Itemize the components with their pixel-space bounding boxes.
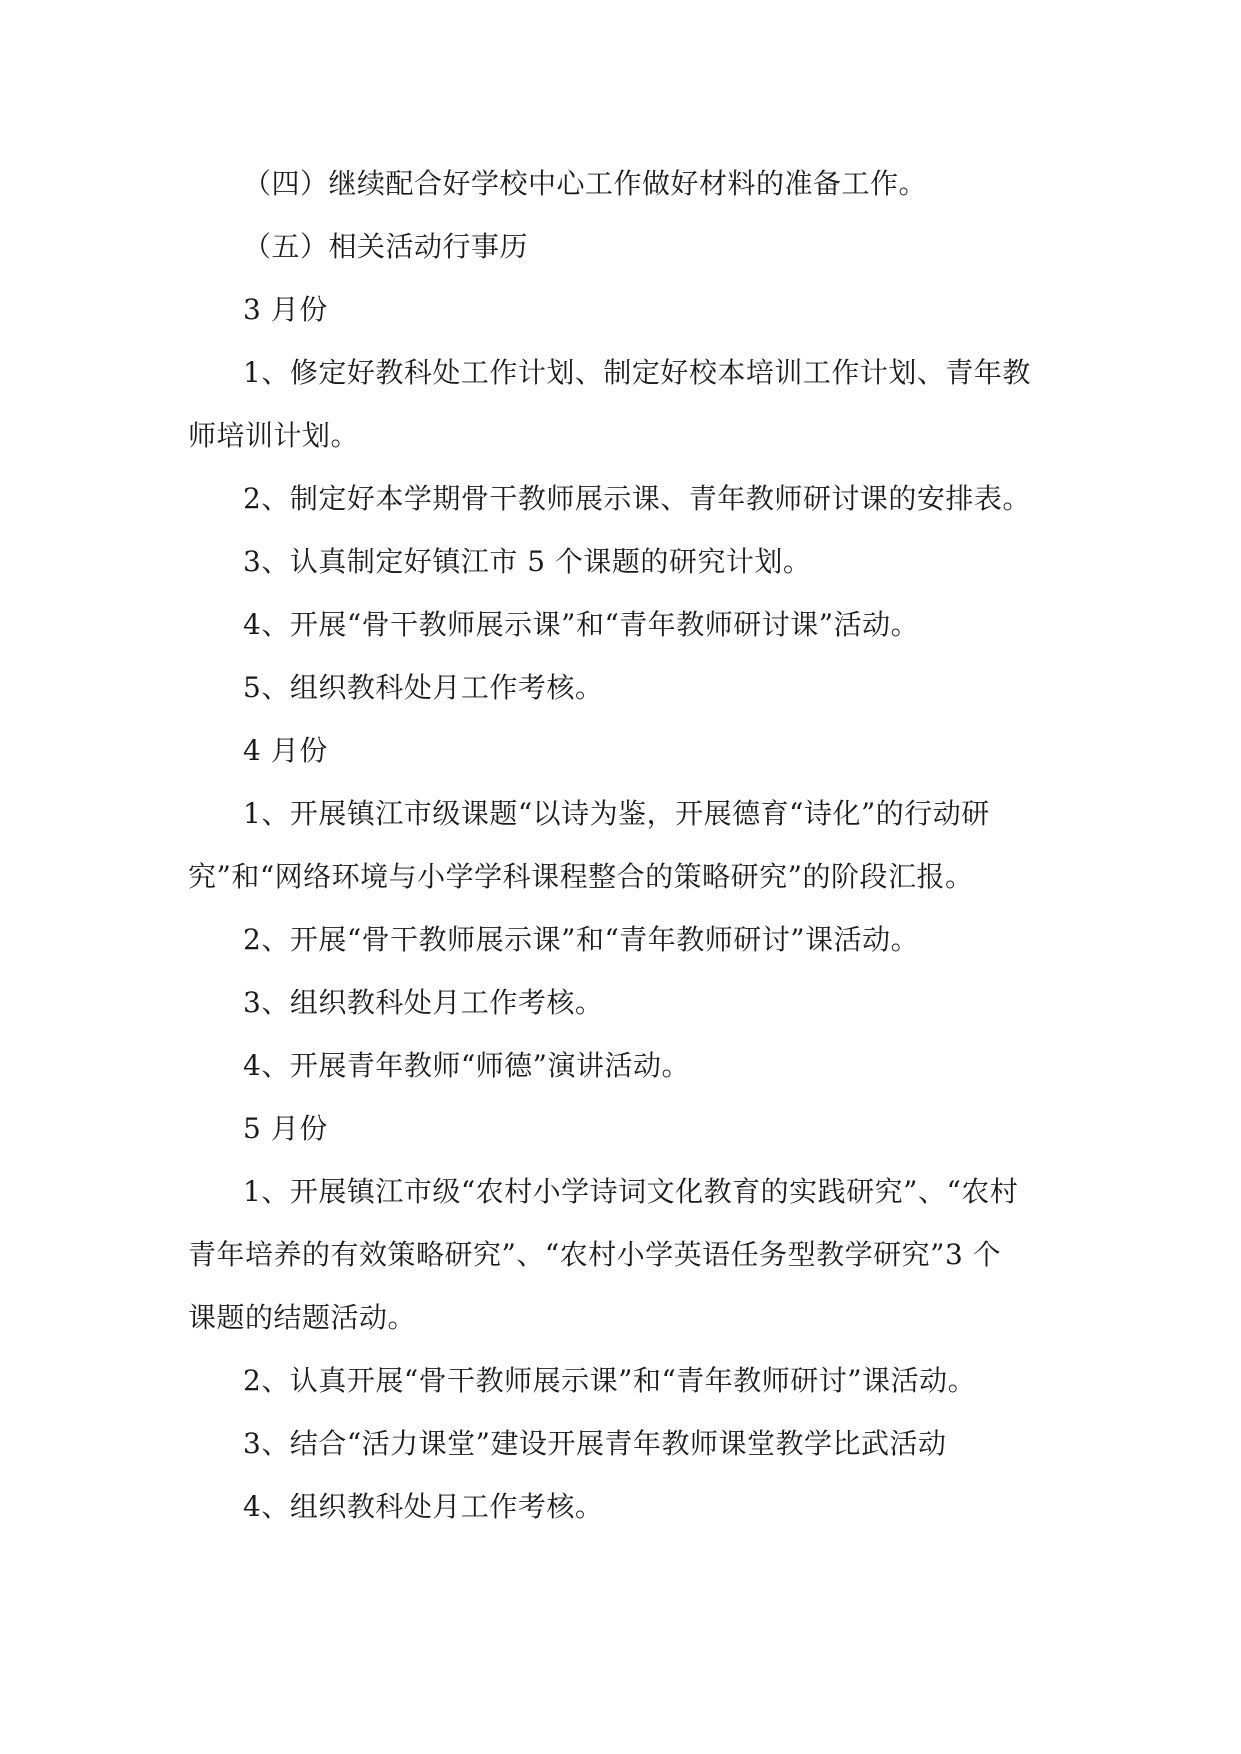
list-item-april-1-continued: 究”和“网络环境与小学学科课程整合的策略研究”的阶段汇报。 — [188, 860, 974, 893]
list-item-may-2: 2、认真开展“骨干教师展示课”和“青年教师研讨”课活动。 — [243, 1364, 977, 1397]
list-item-march-1: 1、修定好教科处工作计划、制定好校本培训工作计划、青年教 — [243, 356, 1031, 389]
list-item-march-5: 5、组织教科处月工作考核。 — [243, 671, 604, 704]
list-item-march-2: 2、制定好本学期骨干教师展示课、青年教师研讨课的安排表。 — [243, 482, 1031, 515]
list-item-march-3: 3、认真制定好镇江市 5 个课题的研究计划。 — [243, 545, 812, 578]
list-item-april-3: 3、组织教科处月工作考核。 — [243, 986, 604, 1019]
list-item-april-2: 2、开展“骨干教师展示课”和“青年教师研讨”课活动。 — [243, 923, 920, 956]
month-heading-may: 5 月份 — [243, 1112, 328, 1145]
list-item-may-4: 4、组织教科处月工作考核。 — [243, 1490, 604, 1523]
list-item-april-1: 1、开展镇江市级课题“以诗为鉴，开展德育“诗化”的行动研 — [243, 797, 990, 830]
list-item-may-3: 3、结合“活力课堂”建设开展青年教师课堂教学比武活动 — [243, 1427, 947, 1460]
month-heading-march: 3 月份 — [243, 293, 328, 326]
paragraph-section-four: （四）继续配合好学校中心工作做好材料的准备工作。 — [243, 167, 928, 200]
list-item-march-1-continued: 师培训计划。 — [188, 419, 360, 452]
list-item-may-1-continued-2: 课题的结题活动。 — [188, 1301, 417, 1334]
list-item-april-4: 4、开展青年教师“师德”演讲活动。 — [243, 1049, 690, 1082]
month-heading-april: 4 月份 — [243, 734, 328, 767]
paragraph-section-five-heading: （五）相关活动行事历 — [243, 230, 529, 263]
list-item-march-4: 4、开展“骨干教师展示课”和“青年教师研讨课”活动。 — [243, 608, 920, 641]
list-item-may-1-continued: 青年培养的有效策略研究”、“农村小学英语任务型教学研究”3 个 — [188, 1238, 1002, 1271]
list-item-may-1: 1、开展镇江市级“农村小学诗词文化教育的实践研究”、“农村 — [243, 1175, 1019, 1208]
